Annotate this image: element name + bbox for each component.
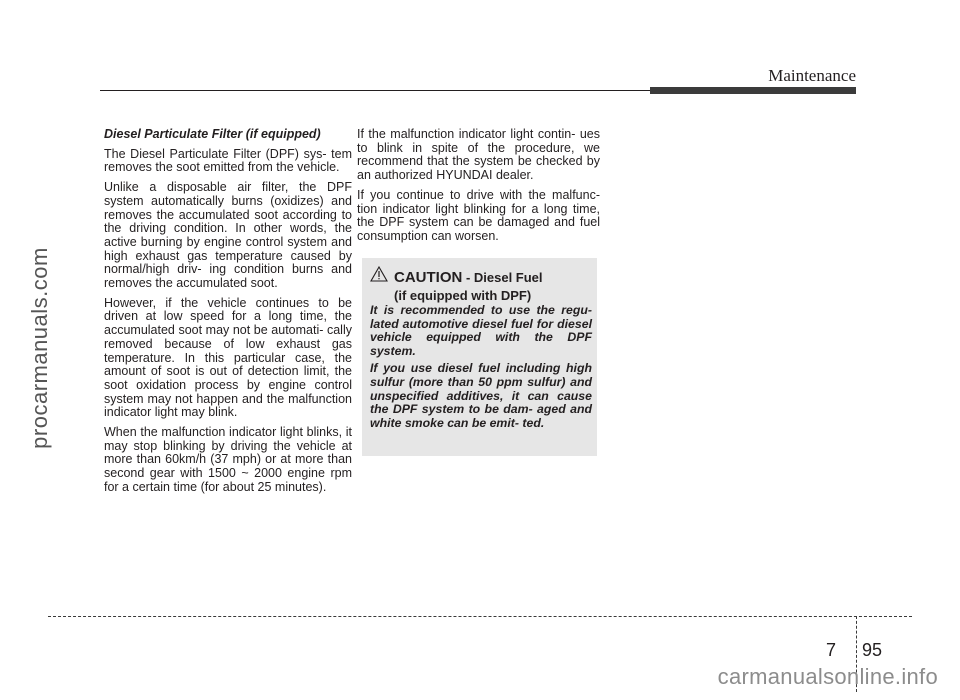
footer-rule [48,616,912,617]
caution-title [394,269,543,286]
caution-subtitle: (if equipped with DPF) [394,288,532,303]
header-rule-thin [100,90,650,91]
page-number: 95 [862,640,883,660]
caution-paragraph: If you use diesel fuel including high sulfur (more than 50 ppm sulfur) and unspecified additives, it can cause the DPF system to be dam- aged and white smoke can be emit- ted. [370,361,592,430]
caution-box [362,258,597,456]
warning-triangle-icon [370,266,388,282]
paragraph: When the malfunction indicator light blinks, it may stop blinking by driving the vehicle at more than 60km/h (37 mph) or at more than second gear with 1500 ~ 2000 engine rpm for a certain time (for about 25 minutes). [104,425,352,494]
caution-body [370,304,592,434]
section-title: Maintenance [768,66,856,85]
side-watermark: procarmanuals.com [27,247,52,449]
paragraph: The Diesel Particulate Filter (DPF) sys- tem removes the soot emitted from the vehicle. [104,146,352,175]
paragraph: If the malfunction indicator light contin- ues to blink in spite of the procedure, we recommend that the system be checked by an authorized HYUNDAI dealer. [357,127,600,183]
dpf-subheading: Diesel Particulate Filter (if equipped) [104,127,321,141]
caution-paragraph: It is recommended to use the regu- lated automotive diesel fuel for diesel vehicle equipped with the DPF system. [370,303,592,358]
paragraph: If you continue to drive with the malfunc- tion indicator light blinking for a long time, the DPF system can be damaged and fuel consumption can worsen. [357,187,600,243]
caution-label: CAUTION [394,269,463,286]
right-column [357,128,600,250]
chapter-number: 7 [826,640,837,660]
caution-topic: - Diesel Fuel [462,270,543,285]
left-column [104,128,352,501]
site-watermark: carmanualsonline.info [717,664,938,689]
header-rule-thick [650,87,856,94]
paragraph: However, if the vehicle continues to be driven at low speed for a long time, the accumulated soot may not be automati- cally removed because of low exhaust gas temperature. In this particular case, the amount of soot is out of detection limit, the soot oxidation process by engine control system may not happen and the malfunction indicator light may blink. [104,295,352,420]
paragraph: Unlike a disposable air filter, the DPF system automatically burns (oxidizes) and removes the accumulated soot according to the driving condition. In other words, the active burning by engine control system and high exhaust gas temperature caused by normal/high driv- ing condition burns and removes the accumulated soot. [104,180,352,291]
